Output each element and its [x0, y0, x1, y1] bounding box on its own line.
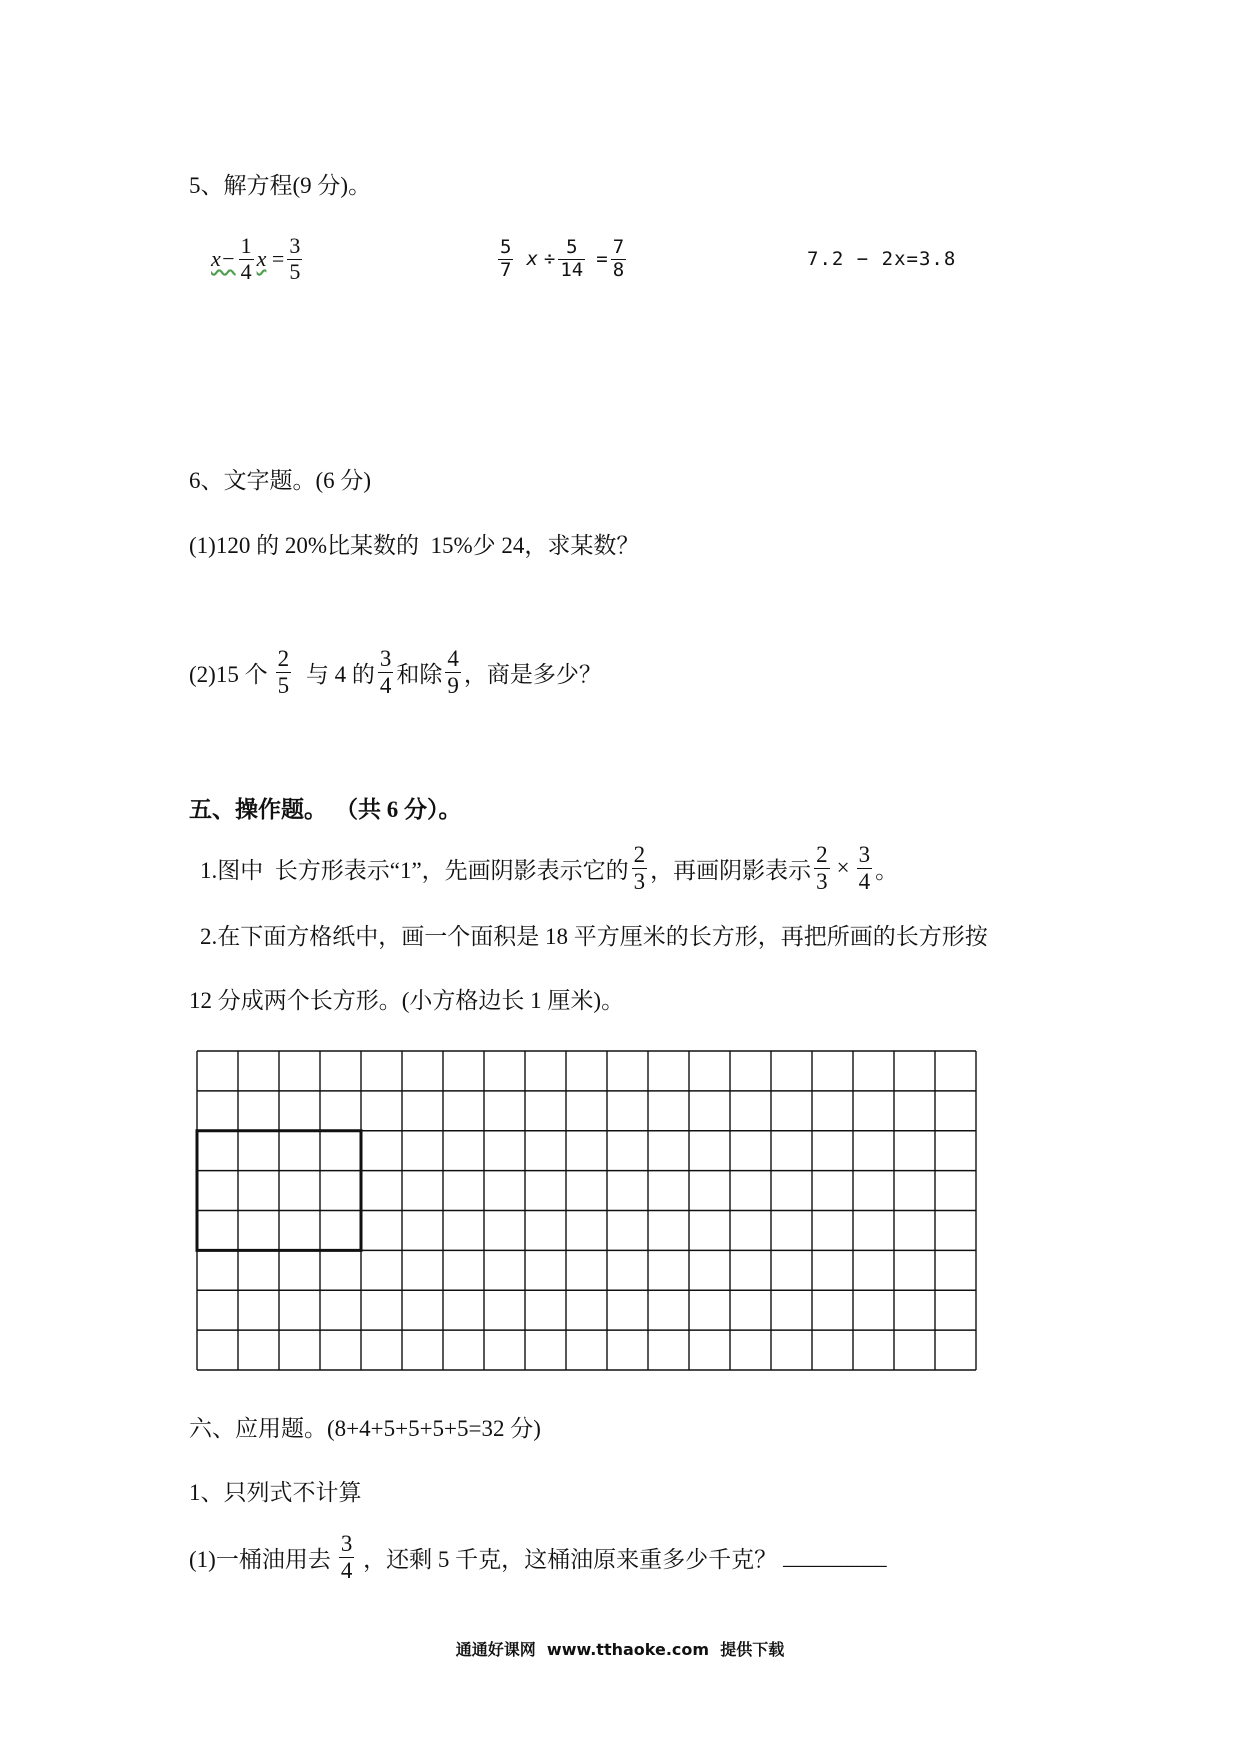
- eq1-fraction-2: [287, 234, 302, 284]
- q6-fraction-3: [445, 646, 461, 699]
- ops-item-2-line-2-text: 12 分成两个长方形。(小方格边长 1 厘米)。: [189, 987, 625, 1013]
- ops-title-text: 五、操作题。: [189, 796, 327, 822]
- fraction-numerator: 3: [340, 1530, 353, 1556]
- q6-part-2-prefix: (2)15 个: [189, 661, 268, 687]
- q5-title-text: 5、解方程(9 分)。: [189, 172, 372, 198]
- q6-title-text: 6、文字题。(6 分): [189, 467, 372, 493]
- q6-part-1: [189, 513, 639, 573]
- fraction-denominator: 4: [240, 258, 252, 284]
- fraction-denominator: 3: [633, 868, 646, 894]
- app-question-1-text: ，还剩 5 千克，这桶油原来重多少千克？: [357, 1546, 778, 1572]
- ops-item-1-times: ×: [836, 855, 850, 880]
- equation-1: [211, 229, 305, 289]
- fraction-denominator: 14: [560, 258, 584, 281]
- fraction-numerator: 2: [277, 645, 290, 671]
- q5-title: [189, 153, 371, 213]
- q6-part-1-text: (1)120 的 20%比某数的 15%少 24，求某数？: [189, 532, 640, 558]
- eq2-variable: x: [526, 248, 538, 270]
- q6-fraction-1: [276, 646, 292, 699]
- app-question-1-fraction: [339, 1531, 355, 1584]
- eq2-fraction-3: [611, 237, 626, 281]
- fraction-numerator: 2: [633, 841, 646, 867]
- ops-points-text: （共 6 分）。: [335, 796, 462, 822]
- eq1-variable: x: [256, 246, 267, 271]
- eq1-fraction-1: [239, 234, 254, 284]
- eq2-divide: ÷: [543, 248, 556, 270]
- ops-item-1-end: 。: [875, 857, 899, 883]
- q6-fraction-2: [378, 646, 394, 699]
- eq2-fraction-1: [498, 237, 513, 281]
- fraction-denominator: 4: [379, 672, 392, 698]
- fraction-numerator: 3: [379, 645, 392, 671]
- fraction-denominator: 4: [340, 1557, 353, 1583]
- eq1-equals: =: [266, 246, 285, 271]
- q6-part-2-text-2: 和除: [396, 661, 443, 687]
- app-subsection-1-text: 1、只列式不计算: [189, 1479, 362, 1505]
- fraction-denominator: 5: [277, 672, 290, 698]
- page-footer: 通通好课网 www.tthaoke.com 提供下载: [455, 1639, 785, 1659]
- app-question-1: [189, 1527, 887, 1587]
- q6-part-2-text-3: ，商是多少？: [463, 661, 602, 687]
- ops-item-1: [200, 838, 898, 898]
- fraction-numerator: 1: [240, 232, 252, 258]
- fraction-numerator: 2: [816, 841, 828, 867]
- eq2-fraction-2: [558, 237, 585, 281]
- app-subsection-1: [189, 1460, 362, 1520]
- fraction-denominator: 4: [858, 868, 871, 894]
- ops-item-2-line-2: [189, 968, 624, 1028]
- ops-item-1-text: ，再画阴影表示: [650, 857, 812, 883]
- equation-2: [495, 229, 629, 289]
- fraction-denominator: 5: [289, 258, 301, 284]
- eq3-text: 7.2 − 2x=3.8: [807, 248, 957, 270]
- ops-item-1-prefix: 1.图中 长方形表示“1”，先画阴影表示它的: [200, 857, 629, 883]
- app-section-title: [189, 1396, 541, 1456]
- fraction-numerator: 5: [500, 236, 512, 259]
- eq2-equals: =: [596, 248, 608, 270]
- fraction-denominator: 9: [447, 672, 459, 698]
- fraction-numerator: 3: [858, 841, 871, 867]
- q6-part-2: [189, 642, 602, 702]
- ops-item-1-fraction-1: [632, 842, 648, 895]
- fraction-denominator: 8: [612, 258, 625, 281]
- fraction-numerator: 4: [447, 645, 459, 671]
- fraction-numerator: 3: [289, 232, 301, 258]
- answer-blank: _________: [783, 1544, 887, 1569]
- fraction-numerator: 5: [566, 236, 578, 259]
- ops-item-2-line-1: [200, 904, 988, 964]
- fraction-numerator: 7: [612, 236, 625, 259]
- fraction-denominator: 7: [500, 258, 512, 281]
- ops-section-title: [189, 777, 462, 837]
- ops-item-1-fraction-2: [814, 842, 830, 895]
- square-grid-paper: [195, 1049, 979, 1373]
- ops-item-2-line-1-text: 2.在下面方格纸中，画一个面积是 18 平方厘米的长方形，再把所画的长方形按: [200, 923, 988, 949]
- q6-part-2-text-1: 与 4 的: [300, 661, 375, 687]
- app-question-1-prefix: (1)一桶油用去: [189, 1546, 331, 1572]
- equation-3: [807, 229, 956, 289]
- q6-title: [189, 448, 371, 508]
- ops-item-1-fraction-3: [857, 842, 873, 895]
- eq1-term-x: x−: [211, 246, 236, 271]
- app-title-text: 六、应用题。(8+4+5+5+5+5=32 分): [189, 1415, 541, 1441]
- fraction-denominator: 3: [816, 868, 828, 894]
